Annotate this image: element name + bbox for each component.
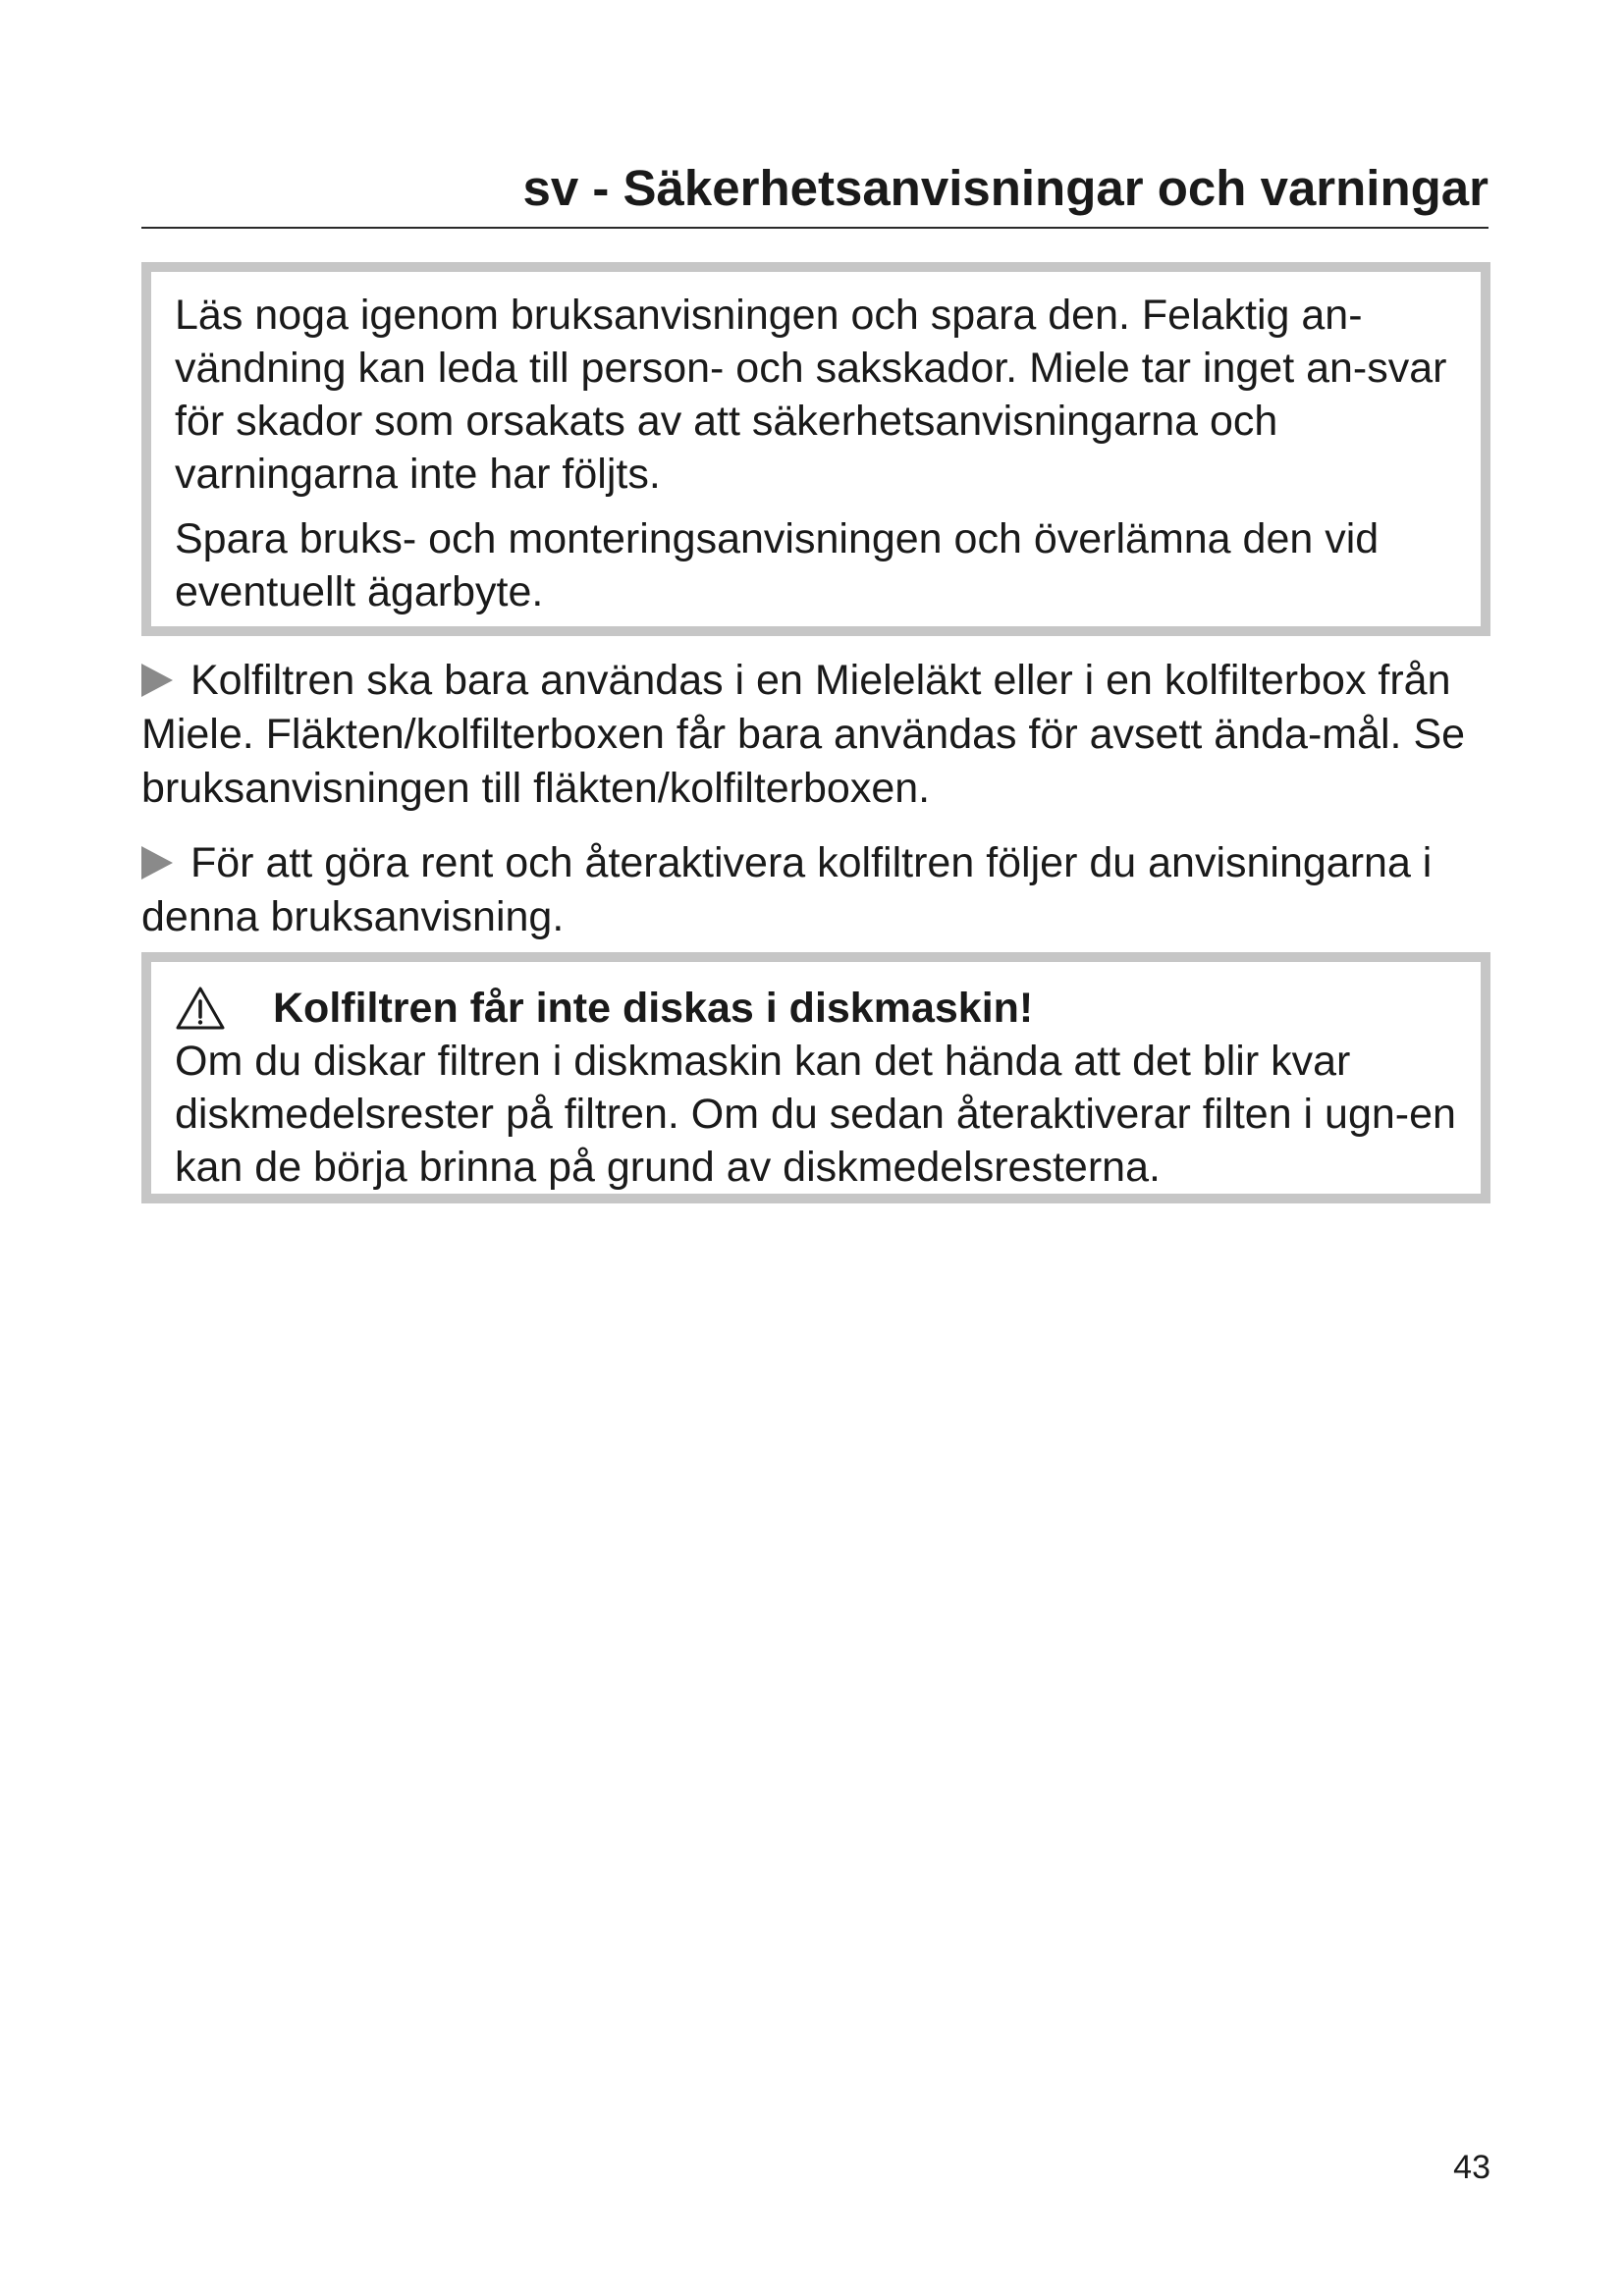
warning-box xyxy=(141,952,1490,1203)
intro-paragraph: Läs noga igenom bruksanvisningen och spara den. Felaktig an-vändning kan leda till person- och sakskador. Miele tar inget an-svar för skador som orsakats av att säkerhetsanvisningarna och varningarna inte har följts. xyxy=(175,292,1447,498)
warning-header xyxy=(175,982,1457,1035)
page-title: sv - Säkerhetsanvisningar och varningar xyxy=(522,160,1489,216)
list-item xyxy=(141,836,1496,944)
page-number: 43 xyxy=(1453,2149,1490,2186)
warning-title: Kolfiltren får inte diskas i diskmaskin! xyxy=(273,985,1034,1032)
intro-notice-box xyxy=(141,262,1490,636)
header-divider xyxy=(141,227,1489,229)
list-item-text: Kolfiltren ska bara användas i en Mieleläkt eller i en kolfilterbox från Miele. Fläkten/kolfilterboxen får bara användas för avsett ända-mål. Se bruksanvisningen till fläkten/kolfilterboxen. xyxy=(141,657,1466,812)
arrow-bullet-icon xyxy=(141,846,173,880)
list-item-text: För att göra rent och återaktivera kolfiltren följer du anvisningarna i denna bruksanvisning. xyxy=(141,839,1433,940)
list-item xyxy=(141,654,1496,816)
intro-paragraph: Spara bruks- och monteringsanvisningen och överlämna den vid eventuellt ägarbyte. xyxy=(175,515,1380,615)
warning-triangle-icon xyxy=(175,986,226,1031)
warning-body: Om du diskar filtren i diskmaskin kan det hända att det blir kvar diskmedelsrester på filtren. Om du sedan återaktiverar filten i ugn-en kan de börja brinna på grund av diskmedelsresterna. xyxy=(175,1038,1456,1191)
arrow-bullet-icon xyxy=(141,664,173,697)
